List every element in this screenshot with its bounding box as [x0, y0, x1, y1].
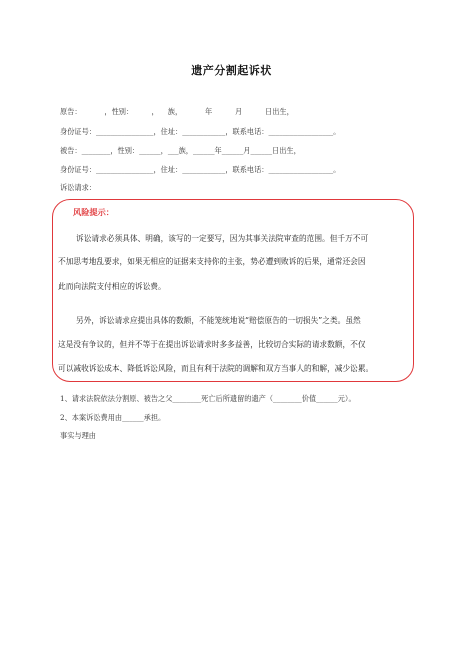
- claims-label: 诉讼请求：: [60, 183, 96, 192]
- plaintiff-line: 原告： ，性别： ， 族， 年 月 日出生，: [60, 107, 294, 116]
- risk-text-line: 诉讼请求必须具体、明确，该写的一定要写，因为其事关法院审查的范围。但千万不可: [76, 234, 369, 243]
- risk-warning-title: 风险提示：: [73, 207, 114, 217]
- claim-item-1: 1、请求法院依法分割原、被告之父________死亡后所遗留的遗产（________价值______元）。: [60, 394, 356, 403]
- risk-text-line: 可以减收诉讼成本、降低诉讼风险，而且有利于法院的调解和双方当事人的和解，减少讼累。: [58, 364, 374, 373]
- risk-text-line: 不加思考地乱要求，如果无相应的证据来支持你的主张，势必遭到败诉的后果，通常还会因: [58, 257, 366, 266]
- risk-text-line: 另外，诉讼请求应提出具体的数额，不能笼统地说“赔偿原告的一切损失”之类。虽然: [76, 316, 361, 325]
- risk-text-line: 这是没有争议的，但并不等于在提出诉讼请求时多多益善，比较切合实际的请求数额，不仅: [58, 340, 366, 349]
- claim-item-2: 2、本案诉讼费用由______承担。: [60, 413, 166, 422]
- risk-text-line: 此而向法院支付相应的诉讼费。: [58, 282, 166, 291]
- facts-label: 事实与理由: [60, 431, 96, 440]
- defendant-line: 被告：________，性别：______，___族，______年______月______日出生，: [60, 146, 301, 155]
- plaintiff-id-line: 身份证号：________________，住址：____________，联系电话：__________________。: [60, 127, 341, 136]
- document-title: 遗产分割起诉状: [191, 64, 272, 77]
- defendant-id-line: 身份证号：________________，住址：____________，联系电话：__________________。: [60, 165, 341, 174]
